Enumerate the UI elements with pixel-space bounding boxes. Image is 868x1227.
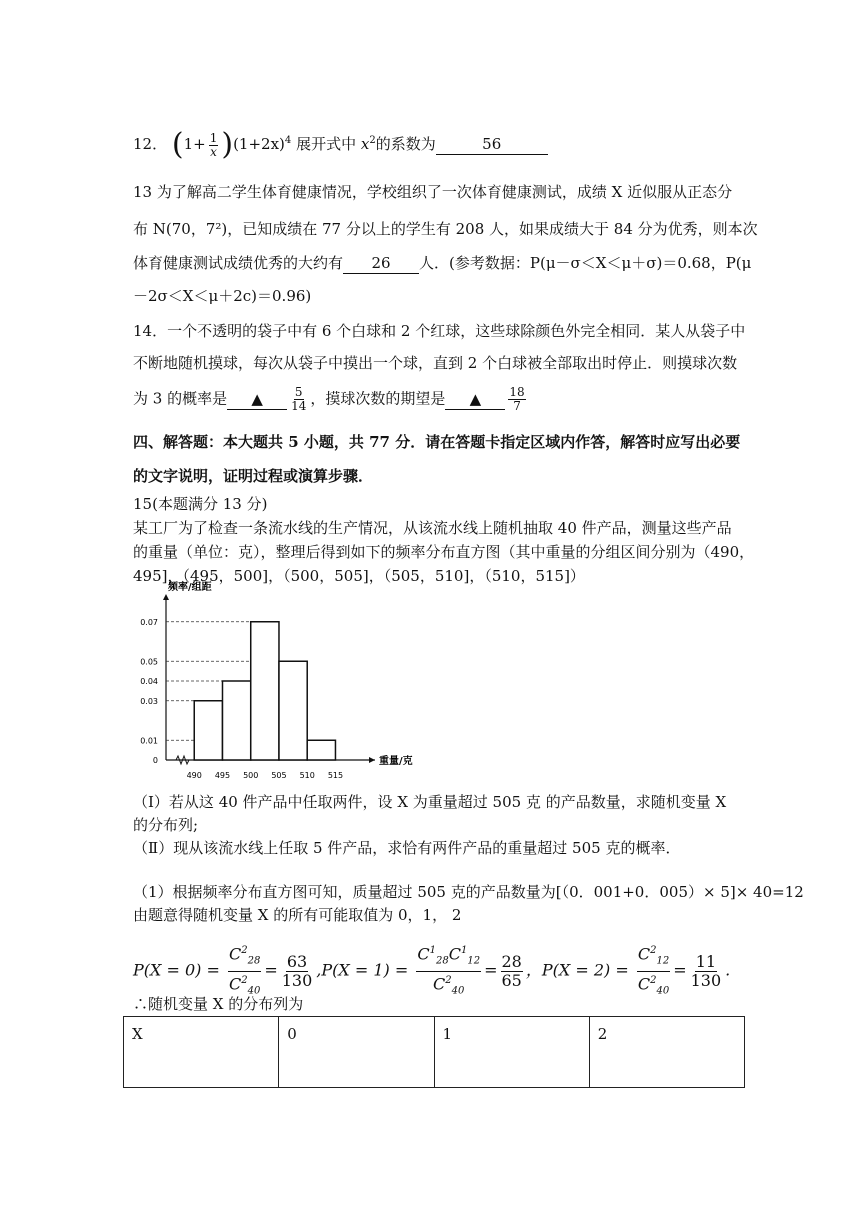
question-12 <box>133 127 548 162</box>
q15-line2: 的重量（单位：克），整理后得到如下的频率分布直方图（其中重量的分组区间分别为（490， <box>133 543 755 561</box>
x-tick-label: 490 <box>186 771 202 780</box>
y-tick-label: 0.05 <box>140 657 158 667</box>
q12-number: 12． <box>133 135 168 153</box>
x-axis-arrow <box>369 757 375 763</box>
x-tick-label: 505 <box>271 771 287 780</box>
histogram-bar <box>194 701 222 760</box>
x-axis-label: 重量/克 <box>379 756 413 767</box>
p2-value: $\frac{11}{130}$ <box>690 951 722 990</box>
q14-line3: 为 3 的概率是 ▲ $\frac{5}{14}$ ，摸球次数的期望是 ▲ $\frac{18}{7}$ <box>133 385 525 413</box>
x-tick-label: 500 <box>243 771 259 780</box>
section4-line2: 的文字说明，证明过程或演算步骤． <box>133 467 374 485</box>
y-tick-label: 0.01 <box>140 736 158 746</box>
table-cell: X <box>124 1017 279 1088</box>
table-cell: 0 <box>279 1017 434 1088</box>
q14-answer1: $\frac{5}{14}$ <box>291 385 307 413</box>
q15-header: 15(本题满分 13 分) <box>133 495 268 513</box>
right-paren: ) <box>221 127 234 162</box>
q14-blank2 <box>445 389 505 410</box>
p1-comb-fraction: $\frac{C^1_{28}C^1_{12}}{C^2_{40}}$ <box>416 942 481 1000</box>
x-tick-label: 515 <box>327 771 344 780</box>
triangle-icon: ▲ <box>469 389 482 408</box>
q13-line3: 体育健康测试成绩优秀的大约有 26 人．(参考数据：P(μ－σ＜X＜μ＋σ)＝0.68，P(μ <box>133 254 752 272</box>
q14-line1: 14．一个不透明的袋子中有 6 个白球和 2 个红球，这些球除颜色外完全相同．某人从袋子中 <box>133 322 746 340</box>
y-tick-label: 0.03 <box>140 696 158 706</box>
q12-answer: 56 <box>436 134 548 155</box>
p0-value: $\frac{63}{130}$ <box>281 951 313 990</box>
x-tick-label: 495 <box>214 771 231 780</box>
y-tick-label: 0 <box>152 756 158 765</box>
x-tick-label: 510 <box>299 771 315 780</box>
histogram-bar <box>222 681 250 760</box>
q13-line4: －2σ＜X＜μ＋2c)＝0.96) <box>133 287 312 305</box>
triangle-icon: ▲ <box>251 389 263 408</box>
histogram-bar <box>279 661 307 760</box>
y-tick-label: 0.07 <box>140 617 158 627</box>
q12-exp2: 2 <box>369 135 376 146</box>
probability-formula: P(X = 0) = $\frac{C^2_{28}}{C^2_{40}}$ = $\frac{63}{130}$ ,P(X = 1) = $\frac{C^1_{28}C^1_{12}}{C^2_{40}}$ = $\frac{28}{65}$ ，P(X = 2) = $\frac{C^2_{12}}{C^2_{40}}$ = $\frac{11}{130}$ . <box>133 942 730 1000</box>
q12-exp4: 4 <box>284 135 292 146</box>
q15-part2: （Ⅱ）现从该流水线上任取 5 件产品，求恰有两件产品的重量超过 505 克的概率． <box>133 839 681 857</box>
histogram-bar <box>307 740 335 760</box>
q15-sol2: 由题意得随机变量 X 的所有可能取值为 0，1， 2 <box>133 906 462 924</box>
q15-line3: 495]，（495，500]，（500，505]，（505，510]，（510，515]） <box>133 567 585 585</box>
q13-line2: 布 N(70，7²)，已知成绩在 77 分以上的学生有 208 人，如果成绩大于 84 分为优秀，则本次 <box>133 220 758 238</box>
q14-line2: 不断地随机摸球，每次从袋子中摸出一个球，直到 2 个白球被全部取出时停止．则摸球次数 <box>133 354 738 372</box>
q12-fraction: $\frac{1}{x}$ <box>209 130 218 159</box>
histogram-bar <box>251 622 279 760</box>
q12-var: x <box>360 135 370 153</box>
q14-blank1 <box>227 389 287 410</box>
q13-line1: 13 为了解高二学生体育健康情况，学校组织了一次体育健康测试，成绩 X 近似服从正态分 <box>133 183 733 201</box>
section4-line1: 四、解答题：本大题共 5 小题，共 77 分．请在答题卡指定区域内作答，解答时应写出必要 <box>133 433 741 451</box>
q12-expr-mid: (1+2x) <box>233 135 285 153</box>
table-cell: 1 <box>434 1017 589 1088</box>
p2-comb-fraction: $\frac{C^2_{12}}{C^2_{40}}$ <box>637 942 670 1000</box>
q12-text: 展开式中 <box>296 135 357 153</box>
q15-line1: 某工厂为了检查一条流水线的生产情况，从该流水线上随机抽取 40 件产品，测量这些产品 <box>133 519 732 537</box>
p1-value: $\frac{28}{65}$ <box>501 951 522 990</box>
q14-answer2: $\frac{18}{7}$ <box>509 385 525 413</box>
y-axis-arrow <box>163 594 169 600</box>
table-row <box>124 1017 745 1088</box>
y-axis-label: 频率/组距 <box>168 582 212 593</box>
table-cell: 2 <box>589 1017 744 1088</box>
p0-comb-fraction: $\frac{C^2_{28}}{C^2_{40}}$ <box>228 942 261 1000</box>
q13-answer: 26 <box>343 253 419 274</box>
y-tick-label: 0.04 <box>140 677 158 686</box>
q15-part1-a: （Ⅰ）若从这 40 件产品中任取两件，设 X 为重量超过 505 克 的产品数量，求随机变量 X <box>133 793 727 811</box>
q12-text2: 的系数为 <box>375 135 436 153</box>
distribution-table <box>123 1016 745 1088</box>
q15-dist-title: ∴随机变量 X 的分布列为 <box>133 995 304 1013</box>
q15-part1-b: 的分布列; <box>133 816 199 834</box>
q12-expr-one: 1+ <box>183 135 206 153</box>
left-paren: ( <box>171 127 184 162</box>
q15-sol1: （1）根据频率分布直方图可知，质量超过 505 克的产品数量为[（0．001+0．005）× 5]× 40=12 <box>133 883 804 901</box>
frequency-histogram <box>130 582 430 785</box>
